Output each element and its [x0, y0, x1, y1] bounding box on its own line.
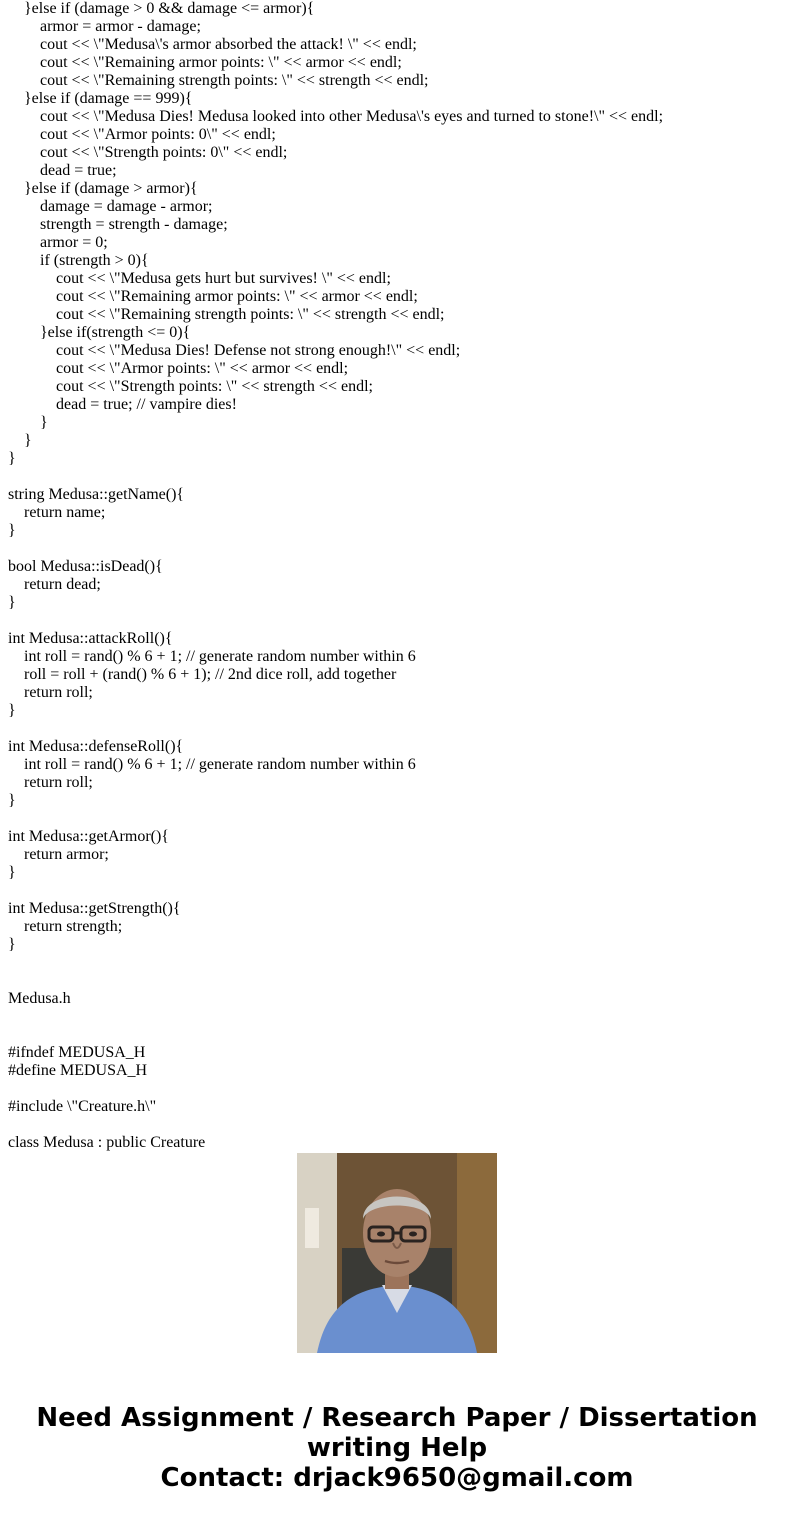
code-line [8, 1008, 663, 1026]
code-line: }else if (damage == 999){ [8, 90, 193, 107]
code-line: cout << \"Armor points: 0\" << endl; [8, 126, 276, 143]
promo-line-2: writing Help [306, 1433, 488, 1463]
code-line: #include \"Creature.h\" [8, 1098, 157, 1115]
code-line [8, 720, 663, 738]
code-line: cout << \"Remaining strength points: \" << strength << endl; [8, 72, 429, 89]
code-line [8, 1080, 663, 1098]
code-line: int roll = rand() % 6 + 1; // generate random number within 6 [8, 648, 416, 665]
code-line: } [8, 432, 32, 449]
code-line: int Medusa::attackRoll(){ [8, 630, 173, 647]
code-line: return roll; [8, 684, 93, 701]
code-line [8, 1026, 663, 1044]
code-line: cout << \"Medusa\'s armor absorbed the attack! \" << endl; [8, 36, 417, 53]
code-line: if (strength > 0){ [8, 252, 149, 269]
code-line: cout << \"Medusa Dies! Defense not strong enough!\" << endl; [8, 342, 461, 359]
author-avatar [297, 1153, 497, 1353]
code-line: } [8, 792, 16, 809]
code-line: cout << \"Strength points: \" << strength << endl; [8, 378, 373, 395]
code-line: int Medusa::defenseRoll(){ [8, 738, 184, 755]
code-line: return roll; [8, 774, 93, 791]
promo-line-3: Contact: drjack9650@gmail.com [160, 1463, 634, 1493]
code-line: class Medusa : public Creature [8, 1134, 206, 1151]
code-line: int Medusa::getArmor(){ [8, 828, 169, 845]
code-line: #define MEDUSA_H [8, 1062, 148, 1079]
code-line [8, 468, 663, 486]
code-line [8, 882, 663, 900]
code-line: bool Medusa::isDead(){ [8, 558, 163, 575]
code-line: } [8, 450, 16, 467]
code-line: cout << \"Strength points: 0\" << endl; [8, 144, 288, 161]
code-line: cout << \"Remaining armor points: \" << armor << endl; [8, 288, 418, 305]
code-line [8, 612, 663, 630]
code-line: roll = roll + (rand() % 6 + 1); // 2nd dice roll, add together [8, 666, 397, 683]
code-line: return armor; [8, 846, 109, 863]
code-line: damage = damage - armor; [8, 198, 213, 215]
code-line: } [8, 864, 16, 881]
code-line: cout << \"Armor points: \" << armor << endl; [8, 360, 349, 377]
code-line [8, 954, 663, 972]
code-line [8, 1116, 663, 1134]
code-line: int roll = rand() % 6 + 1; // generate random number within 6 [8, 756, 416, 773]
code-line: dead = true; [8, 162, 117, 179]
code-line: } [8, 414, 48, 431]
code-line: cout << \"Medusa gets hurt but survives! \" << endl; [8, 270, 391, 287]
code-line: string Medusa::getName(){ [8, 486, 185, 503]
code-line: return dead; [8, 576, 101, 593]
code-line: int Medusa::getStrength(){ [8, 900, 181, 917]
code-line: }else if (damage > armor){ [8, 180, 198, 197]
code-line: } [8, 702, 16, 719]
code-line: armor = armor - damage; [8, 18, 201, 35]
promo-line-1: Need Assignment / Research Paper / Dissertation [36, 1403, 758, 1433]
code-line: return name; [8, 504, 106, 521]
code-line: }else if(strength <= 0){ [8, 324, 191, 341]
promo-text [0, 1403, 794, 1493]
code-line [8, 540, 663, 558]
code-line: strength = strength - damage; [8, 216, 228, 233]
code-line: } [8, 522, 16, 539]
code-line: cout << \"Remaining strength points: \" << strength << endl; [8, 306, 445, 323]
code-line: armor = 0; [8, 234, 108, 251]
code-line: #ifndef MEDUSA_H [8, 1044, 146, 1061]
code-line: cout << \"Remaining armor points: \" << armor << endl; [8, 54, 402, 71]
code-line [8, 972, 663, 990]
code-line [8, 810, 663, 828]
code-line: } [8, 594, 16, 611]
code-block [8, 0, 663, 1152]
code-line: cout << \"Medusa Dies! Medusa looked into other Medusa\'s eyes and turned to stone!\" << endl; [8, 108, 664, 125]
code-line: return strength; [8, 918, 123, 935]
code-line: Medusa.h [8, 990, 71, 1007]
person-photo-icon [297, 1153, 497, 1353]
code-line: }else if (damage > 0 && damage <= armor){ [8, 0, 315, 17]
code-line: dead = true; // vampire dies! [8, 396, 237, 413]
code-line: } [8, 936, 16, 953]
